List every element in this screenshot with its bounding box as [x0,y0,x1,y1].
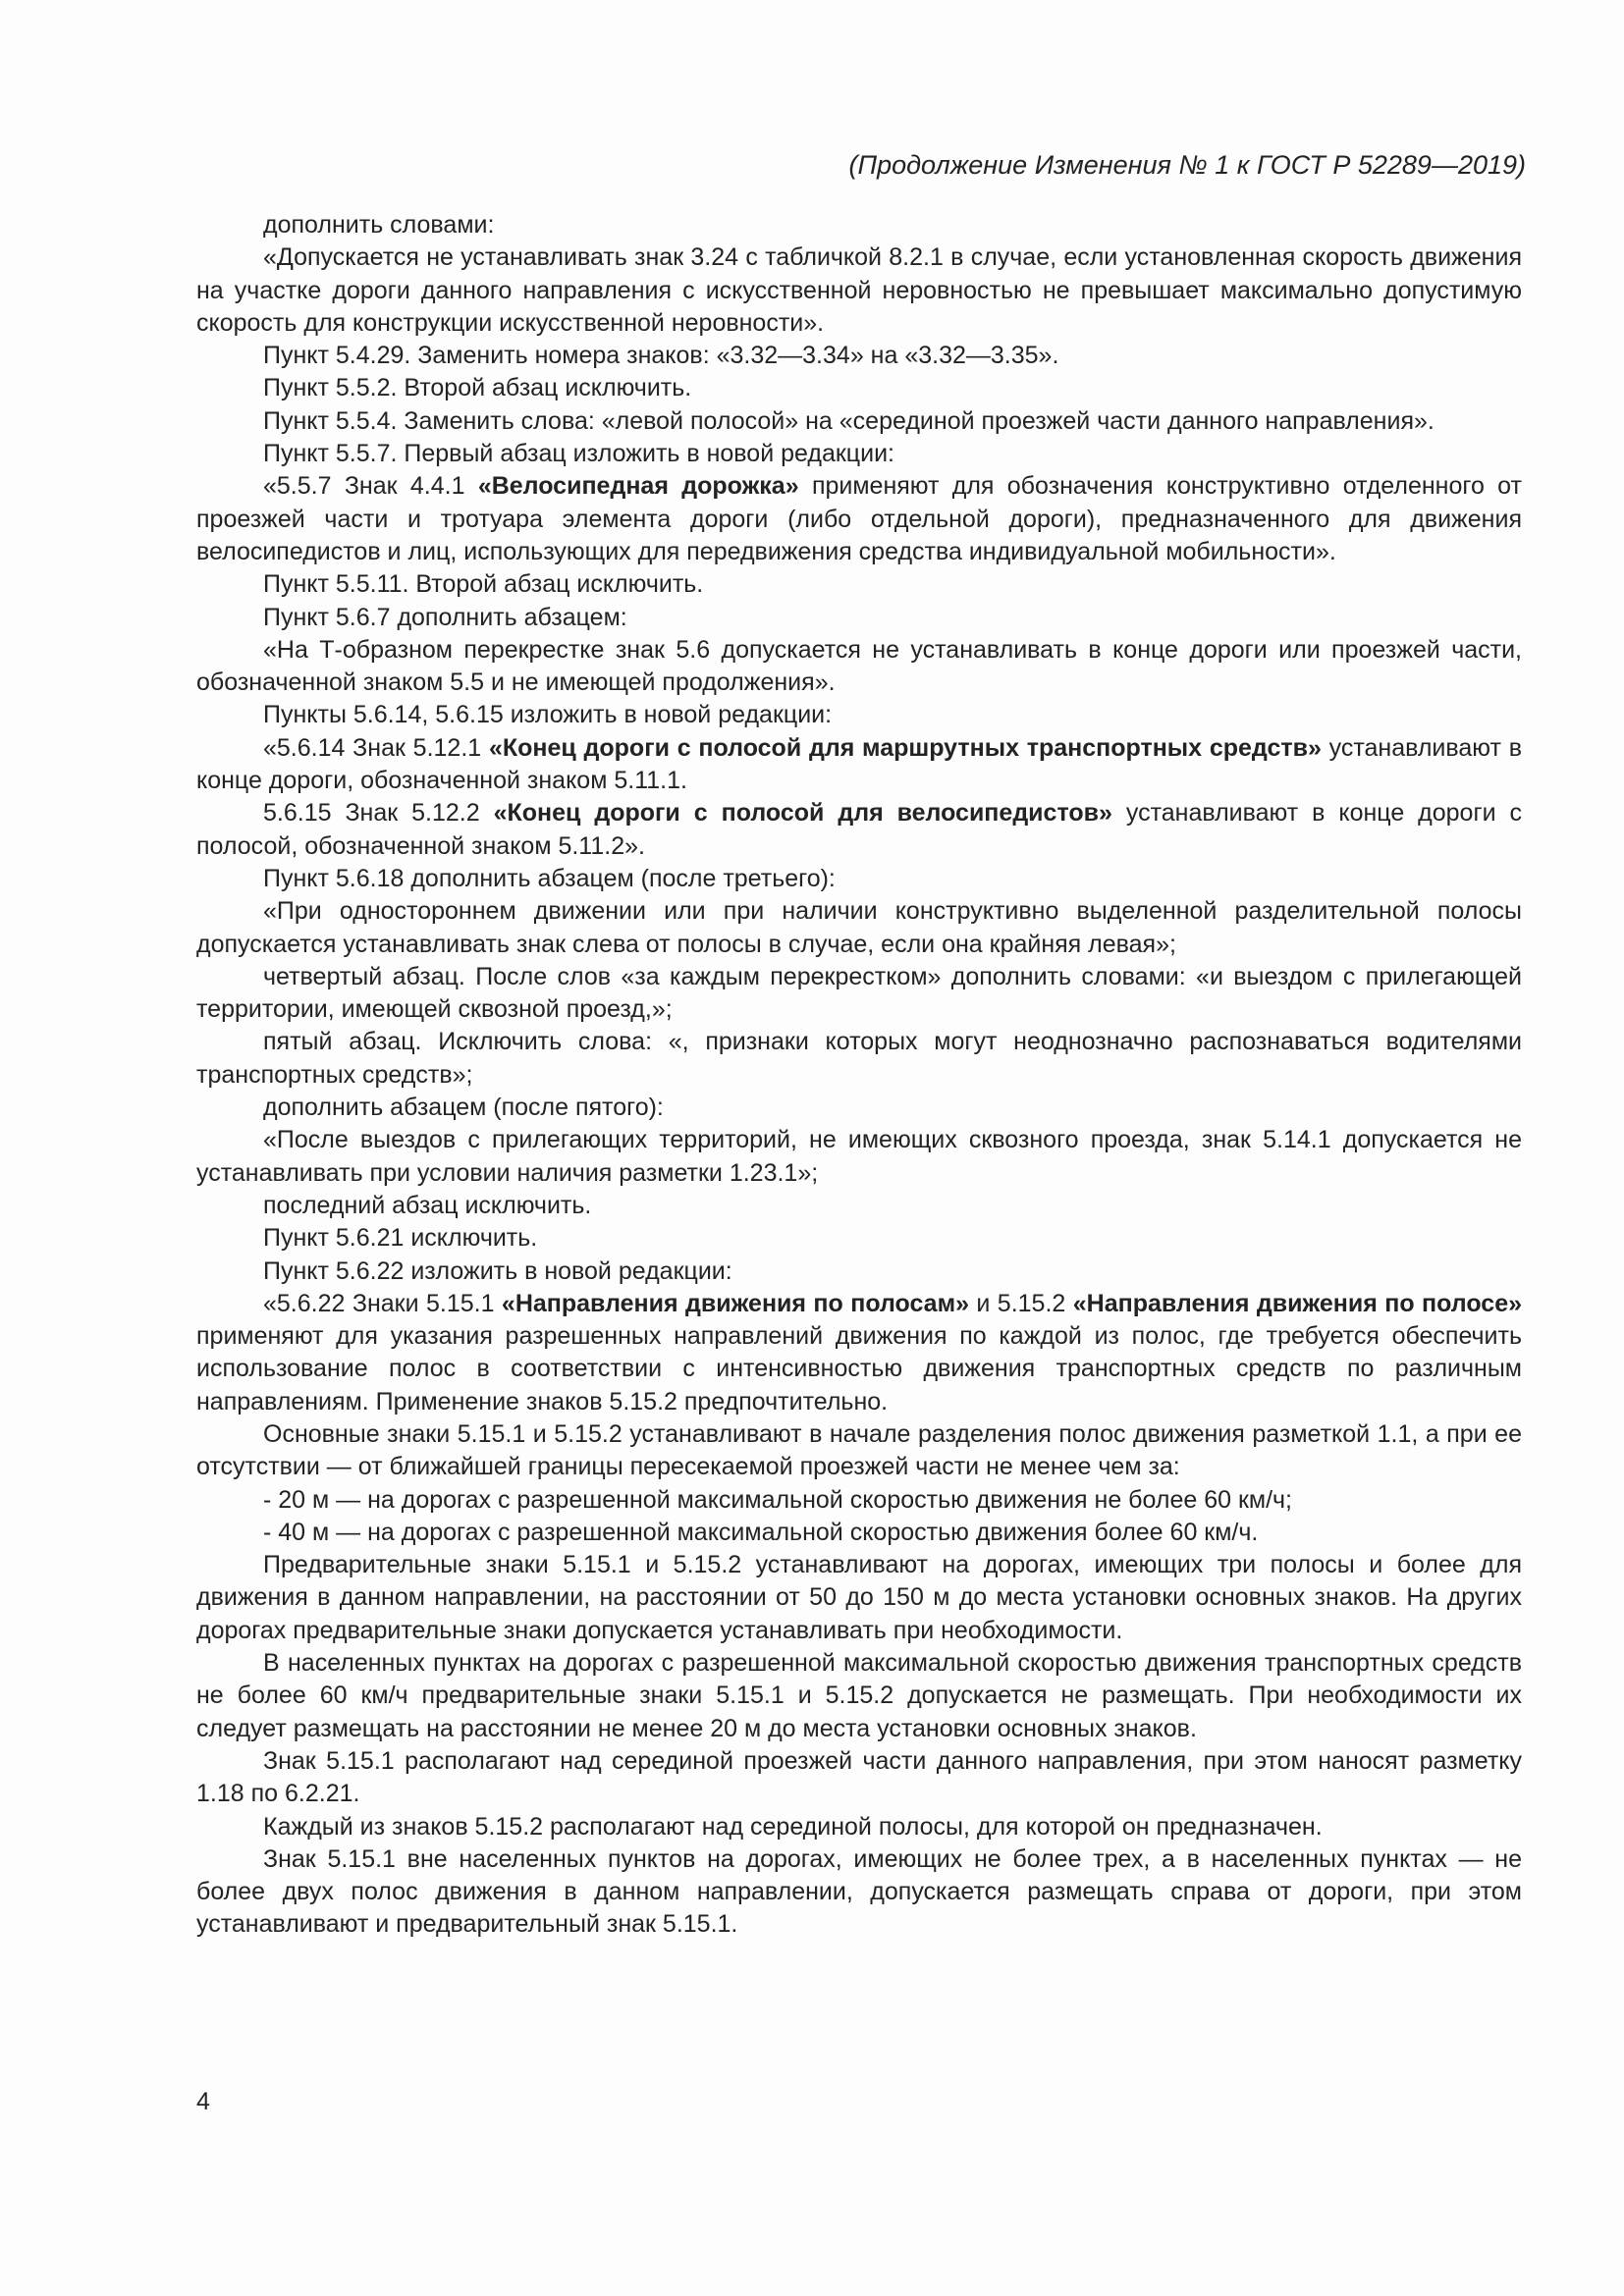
paragraph [196,602,1522,634]
page-number: 4 [196,2088,210,2115]
paragraph [196,1843,1522,1942]
paragraph [196,1745,1522,1811]
text-run: Пункт 5.6.7 дополнить абзацем: [263,603,627,631]
text-run: применяют для обозначения конструктивно отделенного от проезжей части и тротуара элемента дороги (либо отдельной дороги), предназначенного для движения велосипедистов и лиц, использующих для передвижения средства индивидуальной мобильности». [196,472,1522,565]
text-run: Пункты 5.6.14, 5.6.15 изложить в новой редакции: [263,701,833,729]
paragraph [196,405,1522,438]
text-run: В населенных пунктах на дорогах с разрешенной максимальной скоростью движения транспортных средств не более 60 км/ч предварительные знаки 5.15.1 и 5.15.2 допускается не размещать. При необходимости их следует размещать на расстоянии не менее 20 м до места установки основных знаков. [196,1649,1522,1742]
bold-term: «Конец дороги с полосой для маршрутных транспортных средств» [488,733,1322,762]
paragraph [196,797,1522,863]
paragraph [196,1647,1522,1745]
text-run: «5.6.22 Знаки 5.15.1 [263,1289,502,1317]
paragraph [196,634,1522,700]
paragraph [196,568,1522,601]
text-run: Знак 5.15.1 вне населенных пунктов на дорогах, имеющих не более трех, а в населенных пунктах — не более двух полос движения в данном направлении, допускается размещать справа от дороги, при этом устанавливают и предварительный знак 5.15.1. [196,1844,1522,1939]
text-run: Предварительные знаки 5.15.1 и 5.15.2 устанавливают на дорогах, имеющих три полосы и более для движения в данном направлении, на расстоянии от 50 до 150 м до места установки основных знаков. На других дорогах предварительные знаки допускается устанавливать при необходимости. [196,1551,1522,1644]
text-run: Пункт 5.4.29. Заменить номера знаков: «3.32—3.34» на «3.32—3.35». [263,342,1059,370]
paragraph [196,1484,1522,1517]
text-run: - 40 м — на дорогах с разрешенной максимальной скоростью движения более 60 км/ч. [263,1518,1259,1546]
text-run: Пункт 5.5.11. Второй абзац исключить. [263,570,704,599]
text-run: устанавливают в конце дороги с полосой, обозначенной знаком 5.11.2». [196,799,1522,860]
paragraph [196,340,1522,372]
text-run: Пункт 5.6.18 дополнить абзацем (после третьего): [263,864,836,892]
text-run: дополнить абзацем (после пятого): [263,1094,664,1122]
paragraph [196,372,1522,404]
paragraph [196,209,1522,241]
paragraph [196,1811,1522,1843]
paragraph [196,1255,1522,1288]
paragraph [196,1222,1522,1255]
document-body [196,209,1522,1942]
text-run: Пункт 5.5.2. Второй абзац исключить. [263,374,692,402]
text-run: применяют для указания разрешенных направлений движения по каждой из полос, где требуется обеспечить использование полос в соответствии с интенсивностью движения транспортных средств по различным направлениям. Применение знаков 5.15.2 предпочтительно. [196,1322,1522,1415]
text-run: четвертый абзац. После слов «за каждым перекрестком» дополнить словами: «и выездом с прилегающей территории, имеющей сквозной проезд,»; [196,962,1522,1024]
text-run: пятый абзац. Исключить слова: «, признаки которых могут неоднозначно распознаваться водителями транспортных средств»; [196,1028,1522,1089]
paragraph [196,961,1522,1027]
running-header: (Продолжение Изменения № 1 к ГОСТ Р 52289—2019) [848,150,1526,180]
bold-term: «Велосипедная дорожка» [477,472,799,501]
text-run: Знак 5.15.1 располагают над серединой проезжей части данного направления, при этом наносят разметку 1.18 по 6.2.21. [196,1746,1522,1808]
paragraph [196,470,1522,568]
paragraph [196,241,1522,340]
paragraph [196,895,1522,961]
text-run: Пункт 5.5.4. Заменить слова: «левой полосой» на «серединой проезжей части данного направления». [263,406,1435,435]
text-run: «На Т-образном перекрестке знак 5.6 допускается не устанавливать в конце дороги или проезжей части, обозначенной знаком 5.5 и не имеющей продолжения». [196,635,1522,697]
text-run: Пункт 5.6.21 исключить. [263,1224,538,1253]
text-run: «После выездов с прилегающих территорий, не имеющих сквозного проезда, знак 5.14.1 допускается не устанавливать при условии наличия разметки 1.23.1»; [196,1126,1522,1187]
text-run: «5.5.7 Знак 4.4.1 [263,472,478,501]
paragraph [196,1190,1522,1222]
bold-term: «Конец дороги с полосой для велосипедистов» [493,799,1112,828]
paragraph [196,699,1522,731]
paragraph [196,1418,1522,1484]
text-run: Пункт 5.5.7. Первый абзац изложить в новой редакции: [263,440,895,468]
paragraph [196,863,1522,895]
text-run: «5.6.14 Знак 5.12.1 [263,733,489,762]
text-run: «Допускается не устанавливать знак 3.24 с табличкой 8.2.1 в случае, если установленная скорость движения на участке дороги данного направления с искусственной неровностью не превышает максимально допустимую скорость для конструкции искусственной неровности». [196,243,1522,337]
text-run: и 5.15.2 [968,1289,1073,1317]
text-run: дополнить словами: [263,211,495,239]
paragraph [196,1517,1522,1549]
text-run: 5.6.15 Знак 5.12.2 [263,799,494,828]
paragraph [196,1124,1522,1190]
paragraph [196,1288,1522,1418]
bold-term: «Направления движения по полосам» [501,1289,969,1317]
text-run: Основные знаки 5.15.1 и 5.15.2 устанавливают в начале разделения полос движения разметкой 1.1, а при ее отсутствии — от ближайшей границы пересекаемой проезжей части не менее чем за: [196,1419,1522,1481]
text-run: последний абзац исключить. [263,1191,592,1219]
paragraph [196,1026,1522,1092]
paragraph [196,1549,1522,1647]
paragraph [196,732,1522,798]
text-run: устанавливают в конце дороги, обозначенной знаком 5.11.1. [196,733,1522,795]
paragraph [196,438,1522,470]
text-run: Пункт 5.6.22 изложить в новой редакции: [263,1256,732,1285]
bold-term: «Направления движения по полосе» [1072,1289,1523,1317]
paragraph [196,1092,1522,1124]
text-run: «При одностороннем движении или при наличии конструктивно выделенной разделительной полосы допускается устанавливать знак слева от полосы в случае, если она крайняя левая»; [196,897,1522,958]
text-run: Каждый из знаков 5.15.2 располагают над серединой полосы, для которой он предназначен. [263,1812,1323,1841]
text-run: - 20 м — на дорогах с разрешенной максимальной скоростью движения не более 60 км/ч; [263,1485,1292,1514]
